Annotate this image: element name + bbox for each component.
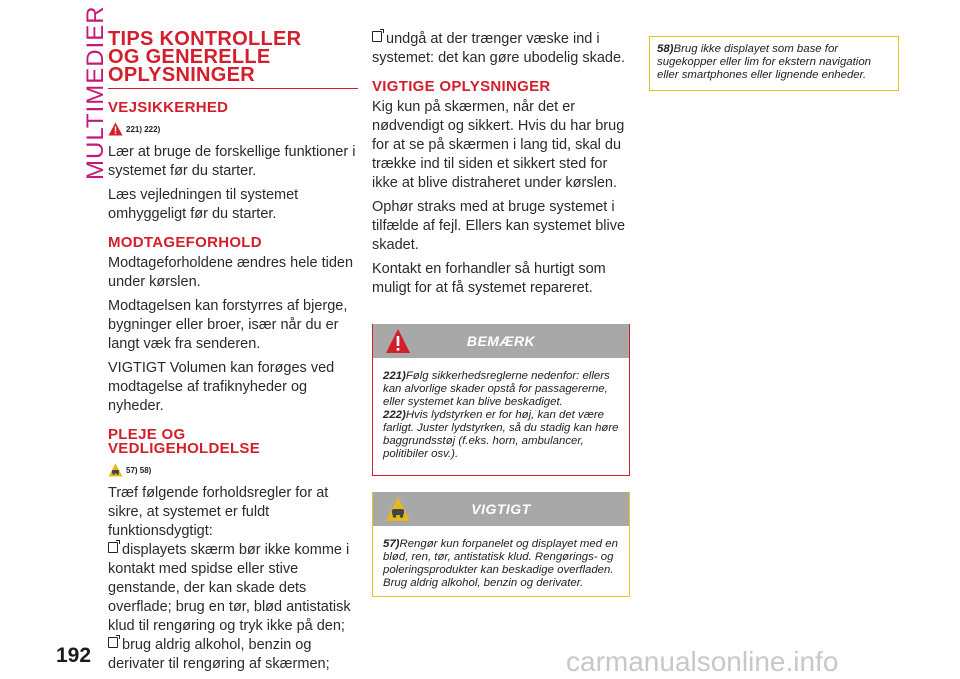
title-line: TIPS KONTROLLER (108, 28, 302, 50)
paragraph: Ophør straks med at bruge systemet i tilfælde af fejl. Ellers kan systemet blive skadet. (372, 199, 626, 253)
bullet-text: displayets skærm bør ikke komme i kontakt med spidse eller stive genstande, der kan skade dets overflade; brug en tør, blød antistatisk klud til rengøring og tryk ikke på den; (108, 542, 351, 634)
note-body (650, 37, 898, 90)
note-header (373, 324, 629, 358)
note-body (373, 526, 629, 596)
column-left (108, 30, 358, 679)
paragraph: Modtageforholdene ændres hele tiden under kørslen. (108, 255, 354, 290)
bullet-item (372, 30, 630, 68)
note-number: 222) (383, 409, 406, 421)
note-item (383, 370, 623, 409)
paragraph: Kontakt en forhandler så hurtigt som muligt for at få systemet repareret. (372, 261, 606, 296)
note-text: Følg sikkerhedsreglerne nedenfor: ellers kan alvorlige skader opstå for passagererne, eller systemet kan blive beskadiget. (383, 370, 610, 408)
refs-text: 57) 58) (126, 465, 152, 475)
note-number: 221) (383, 370, 406, 382)
note-item (383, 538, 623, 590)
bullet-item (108, 541, 358, 636)
note-text: Brug ikke displayet som base for sugekopper eller lim for ekstern navigation eller smartphones eller lignende enheder. (657, 43, 872, 81)
column-right (649, 36, 899, 91)
note-heading: VIGTIGT (471, 501, 531, 517)
watermark: carmanualsonline.info (566, 646, 839, 677)
paragraph: Kig kun på skærmen, når det er nødvendigt og sikkert. Hvis du har brug for at se på skærmen i lang tid, skal du trække ind til siden et sikkert sted for ikke at blive distraheret under kørslen. (372, 99, 625, 191)
section-heading-vigtige: VIGTIGE OPLYSNINGER (372, 78, 551, 95)
title-line: OPLYSNINGER (108, 64, 256, 86)
caution-refs (108, 460, 358, 480)
chapter-label-text: MULTIMEDIER (82, 5, 109, 180)
note-text: Rengør kun forpanelet og displayet med en blød, ren, tør, antistatisk klud. Rengørings- og poleringsprodukter kan beskadige overfladen. Brug aldrig alkohol, benzin og derivater. (383, 538, 618, 589)
heading-line: VEDLIGEHOLDELSE (108, 440, 261, 457)
note-box-bemaerk (372, 324, 630, 476)
chapter-side-label (56, 5, 109, 188)
note-body (373, 358, 629, 475)
note-item (383, 409, 623, 461)
warning-triangle-icon (108, 122, 123, 136)
note-box-vigtigt (372, 492, 630, 597)
bullet-icon (372, 31, 382, 42)
note-number: 58) (657, 43, 674, 55)
paragraph: Modtagelsen kan forstyrres af bjerge, bygninger eller broer, især når du er langt væk fra senderen. (108, 298, 348, 352)
note-heading: BEMÆRK (466, 333, 536, 349)
bullet-item (108, 636, 358, 674)
warning-refs (108, 119, 358, 139)
refs-text: 221) 222) (126, 124, 161, 134)
car-caution-icon (108, 463, 123, 477)
note-header (373, 492, 629, 526)
bullet-icon (108, 542, 118, 553)
note-number: 57) (383, 538, 400, 550)
page-title (108, 30, 358, 89)
paragraph: Læs vejledningen til systemet omhyggeligt før du starter. (108, 187, 299, 222)
paragraph: Lær at bruge de forskellige funktioner i systemet før du starter. (108, 144, 356, 179)
title-line: OG GENERELLE (108, 46, 271, 68)
paragraph: VIGTIGT Volumen kan forøges ved modtagelse af trafiknyheder og nyheder. (108, 360, 335, 414)
column-middle (372, 30, 630, 597)
bullet-icon (108, 637, 118, 648)
section-heading-modtageforhold: MODTAGEFORHOLD (108, 234, 262, 251)
note-text: Hvis lydstyrken er for høj, kan det være farligt. Juster lydstyrken, så du stadig kan høre baggrundsstøj (f.eks. horn, ambulancer, politibiler osv.). (383, 409, 619, 460)
note-box-58 (649, 36, 899, 91)
page-number: 192 (56, 644, 92, 667)
heading-line: PLEJE OG (108, 426, 186, 443)
section-heading-pleje (108, 428, 358, 456)
bullet-text: brug aldrig alkohol, benzin og derivater til rengøring af skærmen; (108, 637, 330, 672)
section-heading-vejsikkerhed: VEJSIKKERHED (108, 99, 229, 116)
paragraph: Træf følgende forholdsregler for at sikre, at systemet er fuldt funktionsdygtigt: (108, 485, 329, 539)
bullet-text: undgå at der trænger væske ind i systemet: det kan gøre ubodelig skade. (372, 31, 626, 66)
